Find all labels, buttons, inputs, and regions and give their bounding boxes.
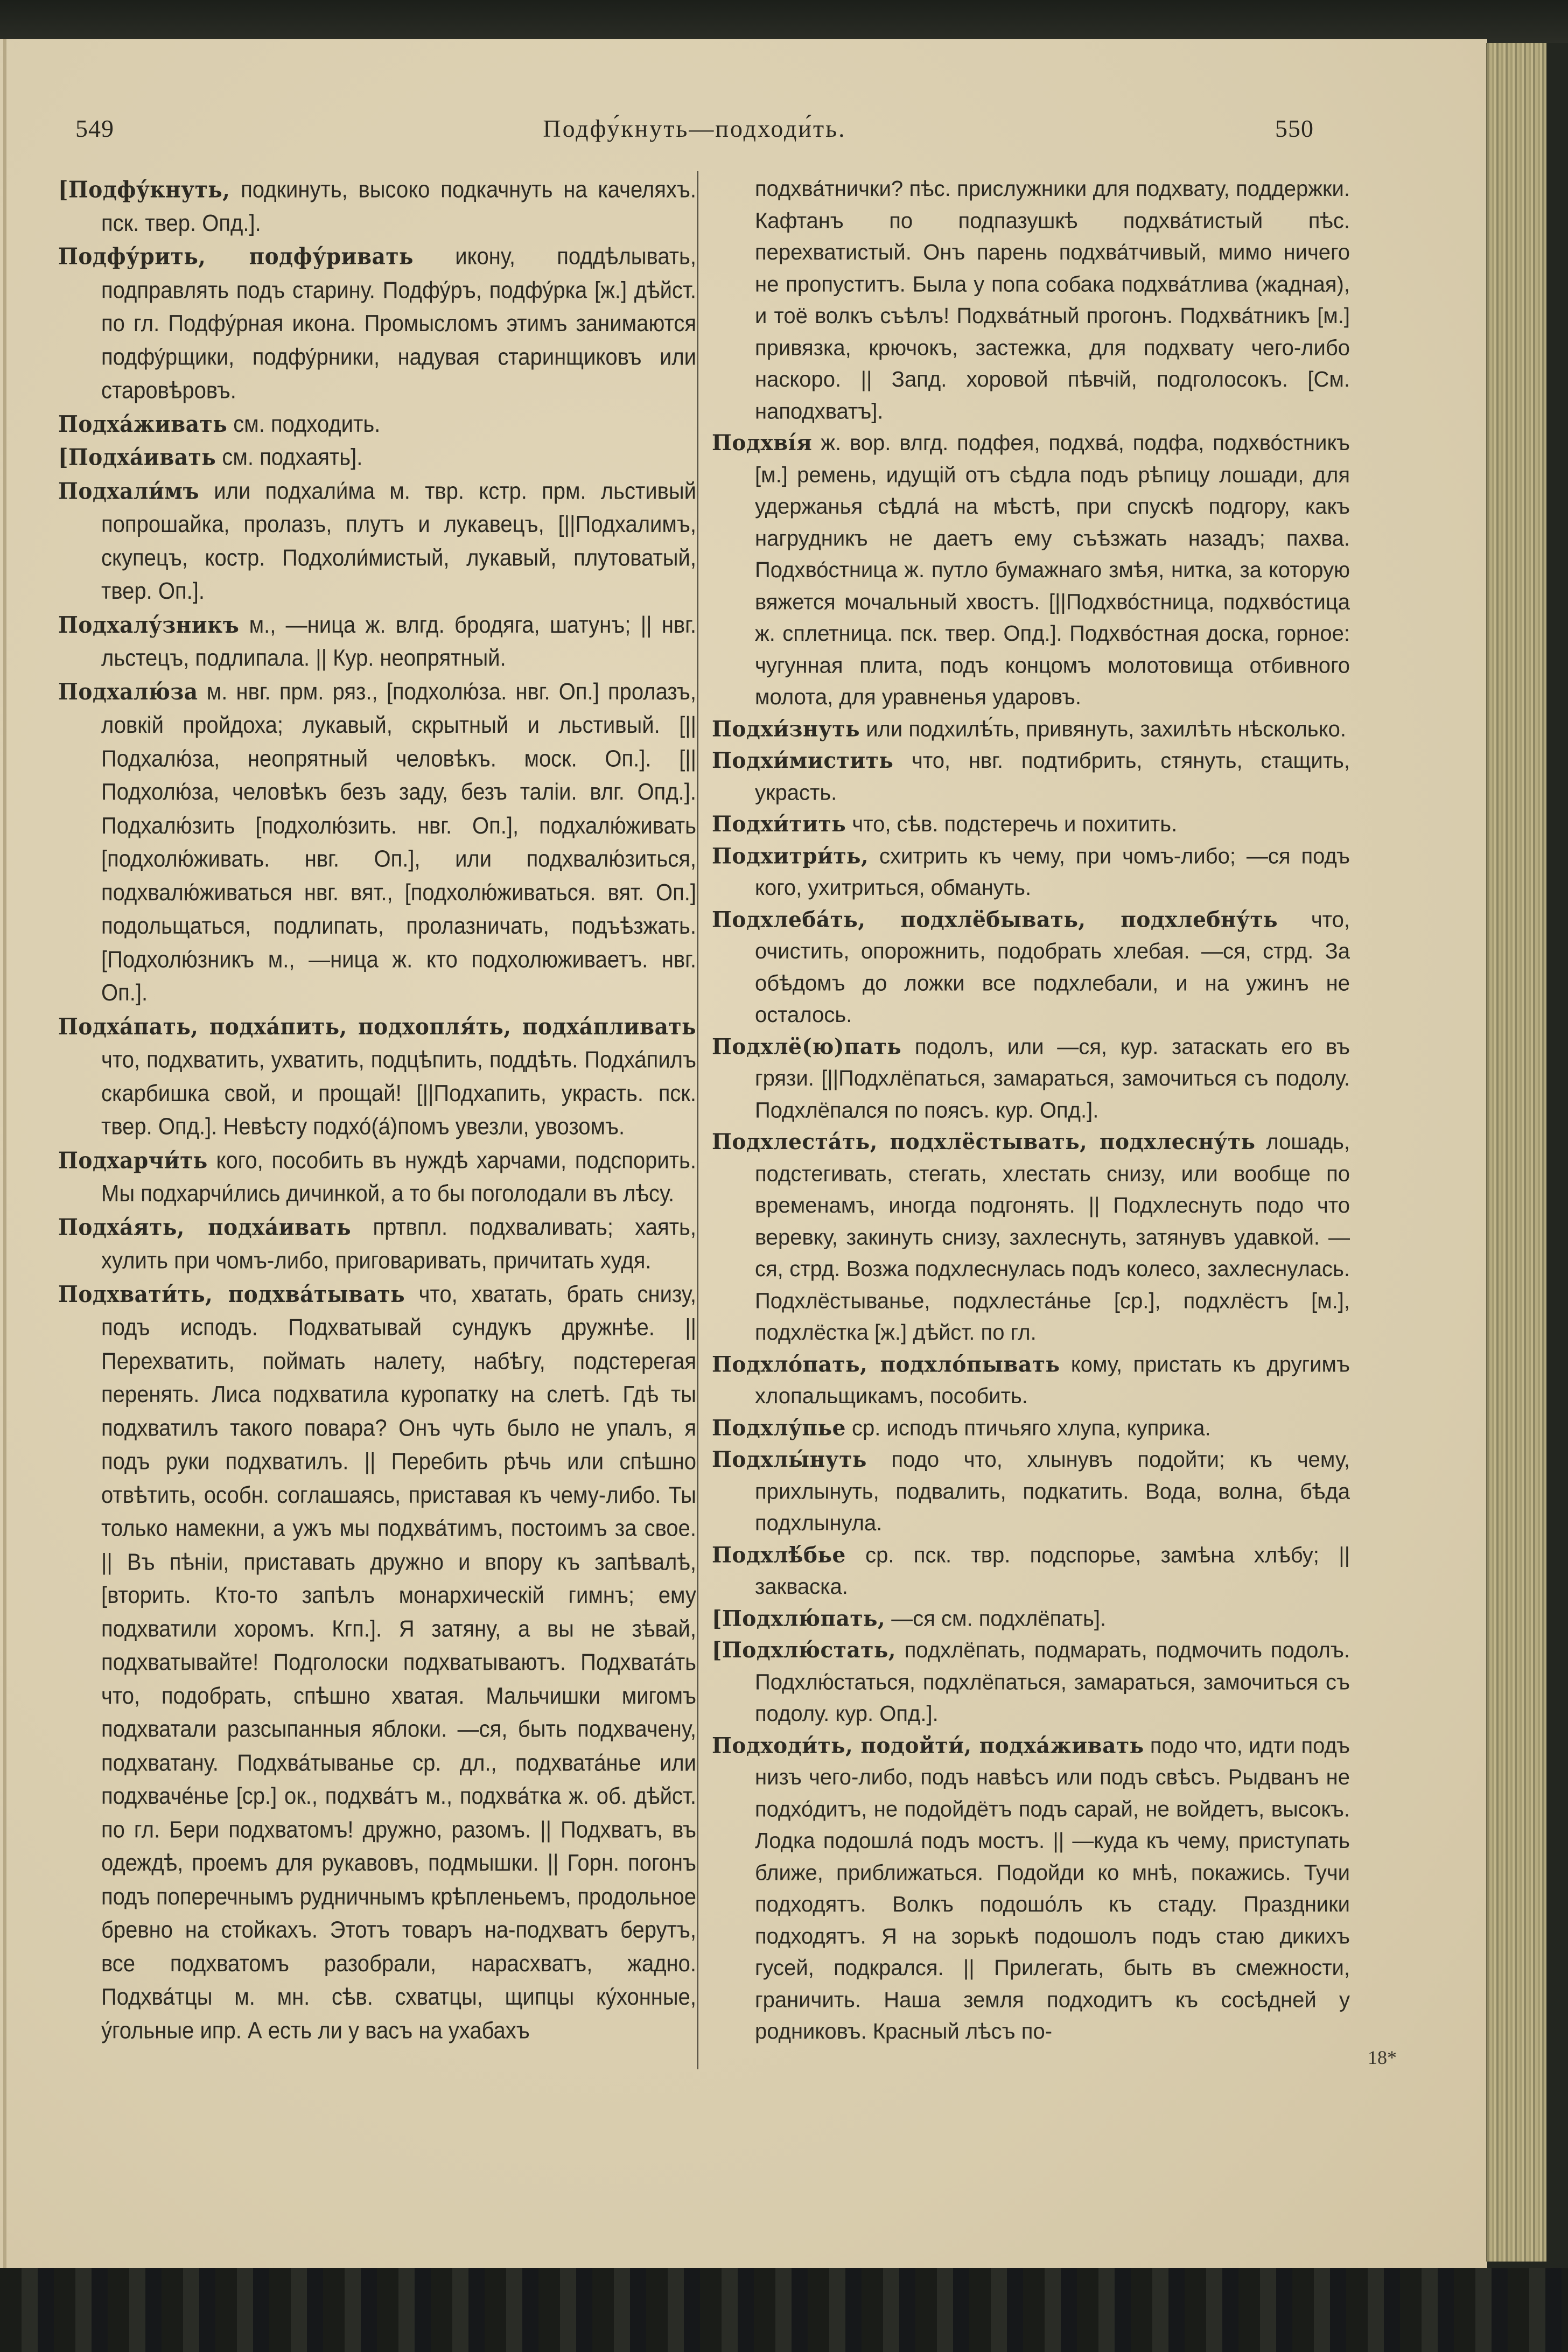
page-number-right: 550 [1275, 115, 1314, 142]
definition-text: кого, пособить въ нуждѣ харчами, подспорить. Мы подхарчи́лись дичинкой, а то бы поголодали въ лѣсу. [101, 1147, 696, 1207]
right-column [712, 173, 1350, 2048]
running-title: Подфу́кнуть—подходи́ть. [543, 115, 846, 142]
headword: [Подхлю́пать, [712, 1605, 886, 1632]
headword: Подходи́ть, подойти́, подха́живать [712, 1732, 1144, 1759]
definition-text: или подхали́ма м. твр. кстр. прм. льстивый попрошайка, пролазъ, плутъ и лукавецъ, [||Подхалимъ, скупецъ, костр. Подхоли́мистый, лукавый, плутоватый, твер. Оп.]. [101, 478, 696, 604]
dictionary-entry [712, 713, 1350, 745]
headword: Подха́пать, подха́пить, подхопля́ть, подха́пливать [58, 1013, 696, 1040]
dictionary-entry [712, 428, 1350, 713]
dictionary-entry [58, 240, 696, 408]
signature-mark: 18* [1368, 2047, 1397, 2068]
headword: [Подхлю́стать, [712, 1637, 896, 1663]
dictionary-entry [58, 1144, 696, 1211]
running-header [75, 114, 1314, 146]
dictionary-entry [712, 809, 1350, 841]
definition-text: что, очистить, опорожнить, подобрать хлебая. —ся, стрд. За обѣдомъ до ложки все подхлебали, и на ужинъ не осталось. [755, 907, 1350, 1027]
dictionary-entry [712, 745, 1350, 809]
dictionary-entry [58, 408, 696, 441]
definition-text: подкинуть, высоко подкачнуть на качеляхъ. пск. твер. Опд.]. [101, 177, 696, 236]
page-number-left: 549 [75, 115, 114, 142]
definition-text: что, нвг. подтибрить, стянуть, стащить, украсть. [755, 748, 1350, 805]
headword: Подхалю́за [58, 678, 198, 705]
headword: Подхлеба́ть, подхлёбывать, подхлебну́ть [712, 907, 1278, 933]
dictionary-entry [712, 1603, 1350, 1635]
dictionary-entry [712, 1412, 1350, 1444]
dictionary-entry [58, 474, 696, 608]
dictionary-entry [58, 173, 696, 240]
headword: Подхалу́зникъ [58, 611, 240, 639]
dictionary-entry [712, 1126, 1350, 1349]
definition-text: см. подходить. [233, 411, 381, 437]
definition-text: что, сѣв. подстеречь и похитить. [852, 812, 1178, 837]
dictionary-entry [58, 1278, 696, 2048]
definition-text: пртвпл. подхваливать; хаять, хулить при чомъ-либо, приговаривать, причитать худя. [101, 1214, 696, 1274]
definition-text: подолъ, или —ся, кур. затаскать его въ грязи. [||Подхлёпаться, замараться, замочиться съ подолу. Подхлёпался по поясъ. кур. Опд.]. [755, 1034, 1350, 1123]
dictionary-entry [712, 1031, 1350, 1126]
dictionary-entry [58, 675, 696, 1010]
definition-text: ср. исподъ птичьяго хлупа, куприка. [852, 1415, 1211, 1440]
definition-text: подо что, хлынувъ подойти; къ чему, прихлынуть, подвалить, подкатить. Вода, волна, бѣда подхлынула. [755, 1447, 1350, 1536]
headword: Подхи́мистить [712, 748, 894, 774]
definition-text: подхлёпать, подмарать, подмочить подолъ. Подхлю́статься, подхлёпаться, замараться, замочиться съ подолу. кур. Опд.]. [755, 1637, 1350, 1726]
headword: Подхло́пать, подхло́пывать [712, 1351, 1060, 1377]
dictionary-entry [712, 1444, 1350, 1539]
headword: Подхи́знуть [712, 716, 860, 742]
dictionary-entry [58, 1010, 696, 1144]
column-divider [697, 171, 698, 2069]
definition-text: что, хватать, брать снизу, подъ исподъ. Подхватывай сундукъ дружнѣе. || Перехватить, поймать налету, набѣгу, подстерегая перенять. Лиса подхватила куропатку на слетѣ. Гдѣ ты подхватилъ такого повара? Онъ чуть было не упалъ, я подъ руки подхватилъ. || Перебить рѣчь или спѣшно отвѣтить, особн. соглашаясь, приставая къ чему-либо. Ты только намекни, а ужъ мы подхва́тимъ, постоимъ за свое. || Въ пѣніи, приставать дружно и впору къ запѣвалѣ, [вторить. Кто-то запѣлъ монархическій гимнъ; ему подхватили хоромъ. Кгп.]. Я затяну, а вы не зѣвай, подхватывайте! Подголоски подхватываютъ. Подхвата́ть что, подобрать, спѣшно хватая. Мальчишки мигомъ подхватали разсыпанныя яблоки. —ся, быть подхвачену, подхватану. Подхва́тыванье ср. дл., подхвата́нье или подхваче́нье [ср.] ок., подхва́тъ м., подхва́тка ж. об. дѣйст. по гл. Бери подхватомъ! дружно, разомъ. || Подхватъ, въ одеждѣ, проемъ для рукавовъ, подмышки. || Горн. погонъ подъ поперечнымъ рудничнымъ крѣпленьемъ, продольное бревно на стойкахъ. Этотъ товаръ на-подхватъ берутъ, все подхватомъ разобрали, нарасхватъ, жадно. Подхва́тцы м. мн. сѣв. схватцы, щипцы ку́хонные, у́гольные ипр. А есть ли у васъ на ухабахъ [101, 1281, 696, 2043]
headword: Подхлу́пье [712, 1415, 846, 1441]
dictionary-entry [712, 904, 1350, 1031]
headword: Подхитри́ть, [712, 843, 869, 869]
definition-text: кому, пристать къ другимъ хлопальщикамъ, пособить. [755, 1352, 1350, 1409]
dictionary-entry [712, 1539, 1350, 1603]
dictionary-entry [712, 841, 1350, 904]
definition-text: —ся см. подхлёпать]. [891, 1606, 1107, 1631]
dictionary-entry [712, 1349, 1350, 1412]
headword: [Подфу́кнуть, [58, 176, 230, 204]
definition-text: или подхилѣ́ть, привянуть, захилѣть нѣсколько. [866, 717, 1346, 741]
page-stack-edge [1486, 43, 1546, 2262]
dictionary-entry [712, 1635, 1350, 1730]
definition-text: схитрить къ чему, при чомъ-либо; —ся подъ кого, ухитриться, обмануть. [755, 844, 1350, 900]
headword: Подхи́тить [712, 811, 846, 837]
left-column [58, 173, 696, 2048]
headword: Подхві́я [712, 430, 813, 456]
headword: [Подха́ивать [58, 444, 216, 471]
dictionary-entry [58, 608, 696, 675]
headword: Подхвати́ть, подхва́тывать [58, 1280, 405, 1308]
definition-text: м. нвг. прм. ряз., [подхолю́за. нвг. Оп.] пролазъ, ловкій пройдоха; лукавый, скрытный и льстивый. [||Подхалю́за, неопрятный человѣкъ. моск. Оп.]. [||Подхолю́за, человѣкъ безъ заду, безъ таліи. влг. Опд.]. Подхалю́зить [подхолю́зить. нвг. Оп.], подхалю́живать [подхолю́живать. нвг. Оп.], или подхвалю́зиться, подхвалю́живаться нвг. вят., [подхолю́живаться. вят. Оп.] подольщаться, подлипать, пролазничать, подъѣзжать. [Подхолю́зникъ м., —ница ж. кто подхолюживаетъ. нвг. Оп.]. [101, 678, 696, 1006]
dictionary-entry [712, 173, 1350, 428]
definition-text: м., —ница ж. влгд. бродяга, шатунъ; || нвг. льстецъ, подлипала. || Кур. неопрятный. [101, 612, 696, 671]
background-bottom [0, 2268, 1568, 2352]
definition-text: ж. вор. влгд. подфея, подхва́, подфа, подхво́стникъ [м.] ремень, идущій отъ сѣдла подъ рѣпицу лошади, для удержанья сѣдла́ на мѣстѣ, при спускѣ подгору, какъ нагрудникъ не даетъ ему съѣзжать назадъ; пахва. Подхво́стница ж. путло бумажнаго змѣя, нитка, за которую вяжется мочальный хвостъ. [||Подхво́стница, подхво́стица ж. сплетница. пск. твер. Опд.]. Подхво́стная доска, горное: чугунная плита, подъ концомъ молотовища отбивного молота, для уравненья ударовъ. [755, 431, 1350, 710]
definition-text: лошадь, подстегивать, стегать, хлестать снизу, или вообще по временамъ, иногда подгонять. || Подхлеснуть подо что веревку, закинуть снизу, захлеснуть, затянувъ удавкой. —ся, стрд. Возжа подхлеснулась подъ колесо, захлеснулась. Подхлёстыванье, подхлеста́нье [ср.], подхлёстъ [м.], подхлёстка [ж.] дѣйст. по гл. [755, 1130, 1350, 1345]
headword: Подха́живать [58, 410, 228, 438]
definition-text: икону, поддѣлывать, подправлять подъ старину. Подфу́ръ, подфу́рка [ж.] дѣйст. по гл. Подфу́рная икона. Промысломъ этимъ занимаются подфу́рщики, подфу́рники, надувая старинщиковъ или старовѣровъ. [101, 243, 696, 403]
binding-gutter [3, 39, 6, 2268]
background-top [0, 0, 1568, 43]
dictionary-entry [58, 1211, 696, 1278]
headword: Подхлё(ю)пать [712, 1033, 902, 1060]
definition-text: подо что, идти подъ низъ чего-либо, подъ навѣсъ или подъ свѣсъ. Рыдванъ не подхо́дитъ, не подойдётъ подъ сарай, не войдетъ, высокъ. Лодка подошла́ подъ мостъ. || —куда къ чему, приступать ближе, приближаться. Подойди ко мнѣ, покажись. Тучи подходятъ. Волкъ подошо́лъ къ стаду. Праздники подходятъ. Я на зорькѣ подошолъ подъ стаю дикихъ гусей, подкрался. || Прилегать, быть въ смежности, граничить. Наша земля подходитъ къ сосѣдней у родниковъ. Красный лѣсъ по- [755, 1733, 1350, 2044]
headword: Подхлѣ́бье [712, 1542, 846, 1568]
headword: Подхлы́нуть [712, 1446, 867, 1473]
headword: Подха́ять, подха́ивать [58, 1214, 352, 1241]
definition-text: что, подхватить, ухватить, подцѣпить, поддѣть. Подха́пилъ скарбишка свой, и прощай! [||Подхапить, украсть. пск. твер. Опд.]. Невѣсту подхо́(а́)помъ увезли, увозомъ. [101, 1047, 696, 1140]
headword: Подхлеста́ть, подхлёстывать, подхлесну́ть [712, 1129, 1256, 1155]
definition-text: ср. пск. твр. подспорье, замѣна хлѣбу; || закваска. [755, 1542, 1350, 1599]
headword: Подхарчи́ть [58, 1146, 208, 1174]
dictionary-entry [58, 441, 696, 474]
definition-text: см. подхаять]. [222, 444, 363, 471]
headword: Подхали́мъ [58, 477, 200, 505]
headword: Подфу́рить, подфу́ривать [58, 243, 414, 270]
definition-text: подхва́тнички? пѣс. прислужники для подхвату, поддержки. Кафтанъ по подпазушкѣ подхва́тистый пѣс. перехватистый. Онъ парень подхва́тчивый, мимо ничего не пропуститъ. Была у попа собака подхва́тлива (жадная), и тоё волкъ съѣлъ! Подхва́тный прогонъ. Подхва́тникъ [м.] привязка, крючокъ, застежка, для подхвату чего-либо наскоро. || Запд. хоровой пѣвчій, подголосокъ. [См. наподхватъ]. [755, 177, 1350, 424]
dictionary-entry [712, 1730, 1350, 2048]
